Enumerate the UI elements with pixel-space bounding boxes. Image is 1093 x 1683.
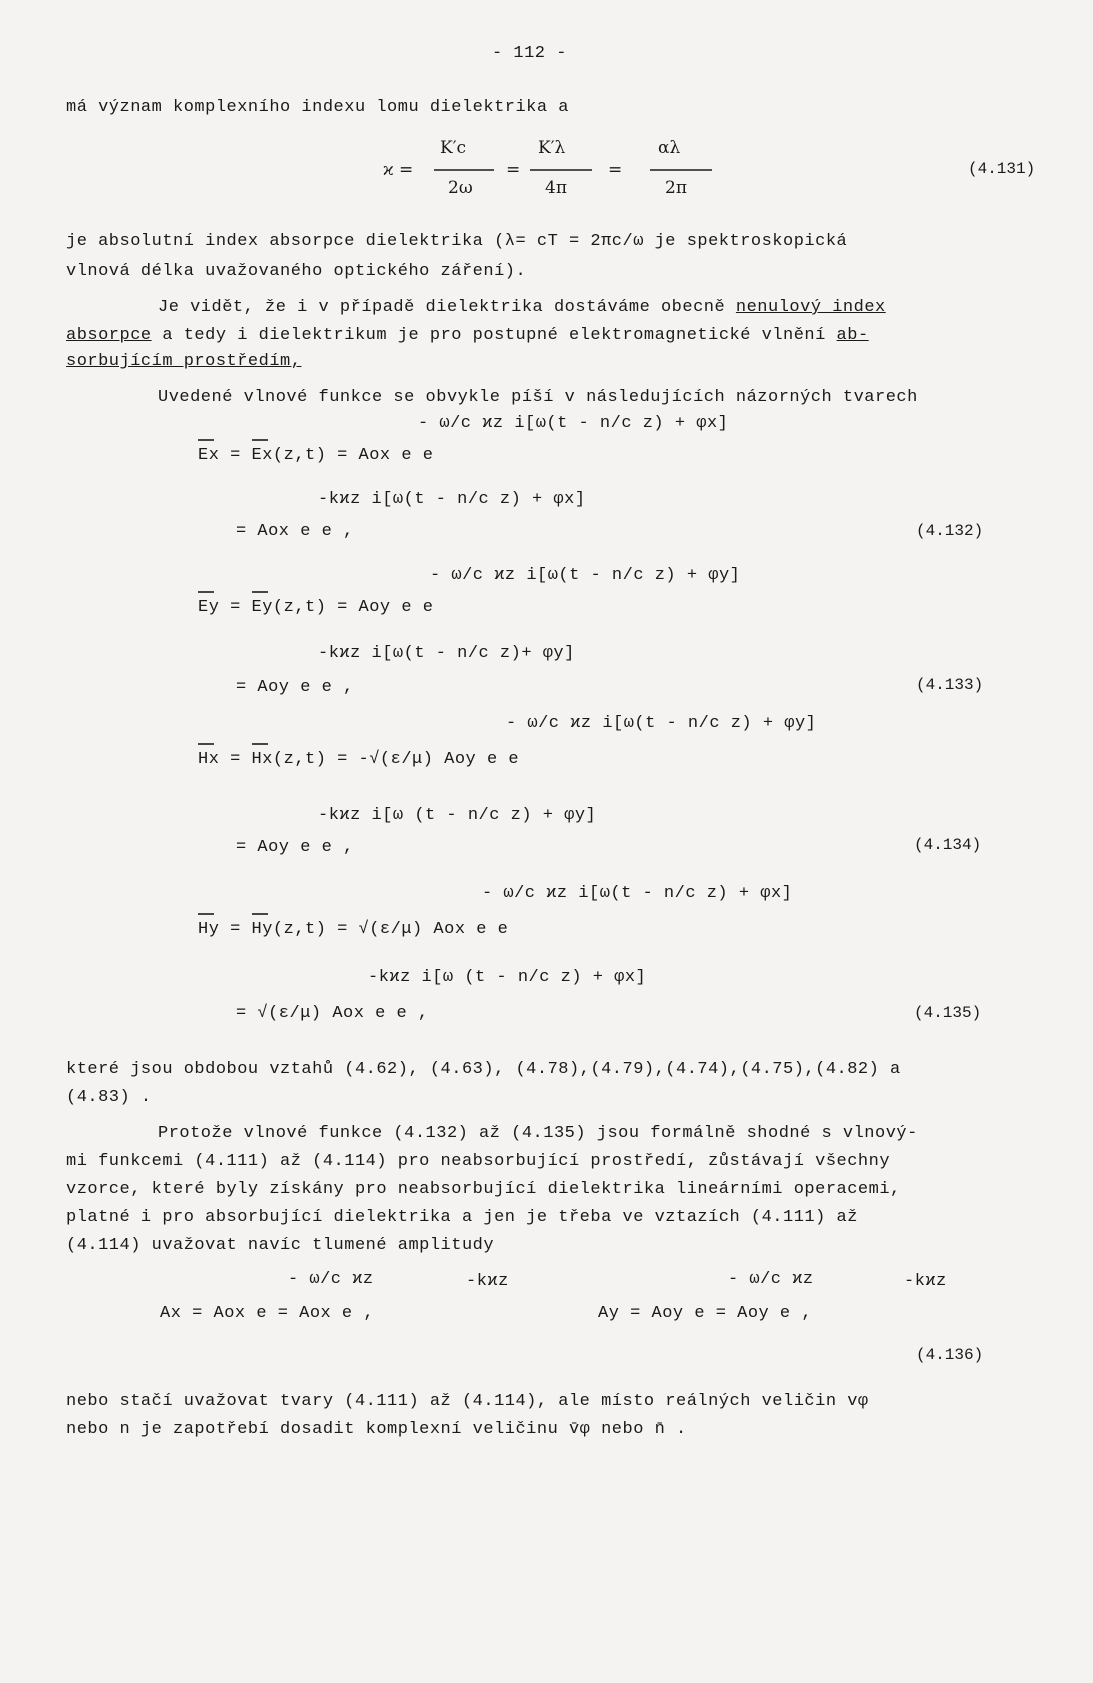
equation-line: Hy = Hy(z,t) = √(ε/μ) Aox e e bbox=[198, 920, 509, 939]
exponent-line: - ω/c ϰz i[ω(t - n/c z) + φx] bbox=[418, 414, 729, 433]
paragraph-line: vzorce, které byly získány pro neabsorbující dielektrika lineárními operacemi, bbox=[66, 1180, 901, 1199]
paragraph-line: (4.114) uvažovat navíc tlumené amplitudy bbox=[66, 1236, 495, 1255]
paragraph-line: nebo n je zapotřebí dosadit komplexní veličinu v̄φ nebo n̄ . bbox=[66, 1420, 687, 1439]
fraction-denominator: 4π bbox=[545, 178, 567, 198]
equation-lhs: ϰ = bbox=[383, 160, 414, 180]
exponent-line: -kϰz bbox=[466, 1272, 509, 1291]
equation-line: = Aox e e , bbox=[236, 522, 354, 541]
exponent-line: - ω/c ϰz i[ω(t - n/c z) + φy] bbox=[506, 714, 817, 733]
equals-sign: = bbox=[608, 160, 623, 180]
underlined-text: sorbujícím prostředím, bbox=[66, 352, 302, 371]
exponent-line: - ω/c ϰz i[ω(t - n/c z) + φx] bbox=[482, 884, 793, 903]
fraction-numerator: K′λ bbox=[538, 138, 566, 158]
fraction-denominator: 2π bbox=[665, 178, 687, 198]
paragraph-line: Uvedené vlnové funkce se obvykle píší v následujících názorných tvarech bbox=[158, 388, 918, 407]
paragraph-line: vlnová délka uvažovaného optického záření). bbox=[66, 262, 527, 281]
exponent-line: -kϰz bbox=[904, 1272, 947, 1291]
page-number: - 112 - bbox=[492, 44, 567, 63]
paragraph-line: nebo stačí uvažovat tvary (4.111) až (4.114), ale místo reálných veličin vφ bbox=[66, 1392, 869, 1411]
text-span: a tedy i dielektrikum je pro postupné elektromagnetické vlnění bbox=[162, 326, 826, 345]
equation-label: (4.135) bbox=[914, 1004, 982, 1022]
equation-label: (4.136) bbox=[916, 1346, 984, 1364]
paragraph-line: platné i pro absorbující dielektrika a jen je třeba ve vztazích (4.111) až bbox=[66, 1208, 858, 1227]
exponent-line: - ω/c ϰz bbox=[288, 1270, 374, 1289]
equation-label: (4.133) bbox=[916, 676, 984, 694]
equation-line: Ex = Ex(z,t) = Aox e e bbox=[198, 446, 434, 465]
exponent-line: - ω/c ϰz bbox=[728, 1270, 814, 1289]
paragraph-line: Protože vlnové funkce (4.132) až (4.135) jsou formálně shodné s vlnový- bbox=[158, 1124, 918, 1143]
equation-label: (4.134) bbox=[914, 836, 982, 854]
exponent-line: - ω/c ϰz i[ω(t - n/c z) + φy] bbox=[430, 566, 741, 585]
equation-line: = Aoy e e , bbox=[236, 678, 354, 697]
equals-sign: = bbox=[506, 160, 521, 180]
exponent-line: -kϰz i[ω(t - n/c z) + φx] bbox=[318, 490, 586, 509]
equation-line: Hx = Hx(z,t) = -√(ε/μ) Aoy e e bbox=[198, 750, 520, 769]
equation-line: = Aoy e e , bbox=[236, 838, 354, 857]
paragraph-line: které jsou obdobou vztahů (4.62), (4.63), (4.78),(4.79),(4.74),(4.75),(4.82) a bbox=[66, 1060, 901, 1079]
equation-line: Ey = Ey(z,t) = Aoy e e bbox=[198, 598, 434, 617]
equation-line: Ay = Aoy e = Aoy e , bbox=[598, 1304, 813, 1323]
fraction-denominator: 2ω bbox=[448, 178, 473, 198]
exponent-line: -kϰz i[ω (t - n/c z) + φx] bbox=[368, 968, 647, 987]
paragraph-line: má význam komplexního indexu lomu dielektrika a bbox=[66, 98, 569, 117]
fraction-numerator: αλ bbox=[658, 138, 681, 158]
equation-line: = √(ε/μ) Aox e e , bbox=[236, 1004, 429, 1023]
underlined-text: absorpce bbox=[66, 326, 152, 345]
paragraph-line: mi funkcemi (4.111) až (4.114) pro neabsorbující prostředí, zůstávají všechny bbox=[66, 1152, 891, 1171]
text-span: Je vidět, že i v případě dielektrika dostáváme obecně bbox=[158, 298, 726, 317]
equation-label: (4.132) bbox=[916, 522, 984, 540]
paragraph-line: (4.83) . bbox=[66, 1088, 152, 1107]
underlined-text: ab- bbox=[836, 326, 869, 345]
underlined-text: nenulový index bbox=[735, 298, 886, 317]
fraction-numerator: K′c bbox=[440, 138, 467, 158]
exponent-line: -kϰz i[ω (t - n/c z) + φy] bbox=[318, 806, 597, 825]
equation-line: Ax = Aox e = Aox e , bbox=[160, 1304, 375, 1323]
exponent-line: -kϰz i[ω(t - n/c z)+ φy] bbox=[318, 644, 575, 663]
equation-label: (4.131) bbox=[968, 160, 1036, 178]
paragraph-line: je absolutní index absorpce dielektrika (λ= cT = 2πc/ω je spektroskopická bbox=[66, 232, 848, 251]
